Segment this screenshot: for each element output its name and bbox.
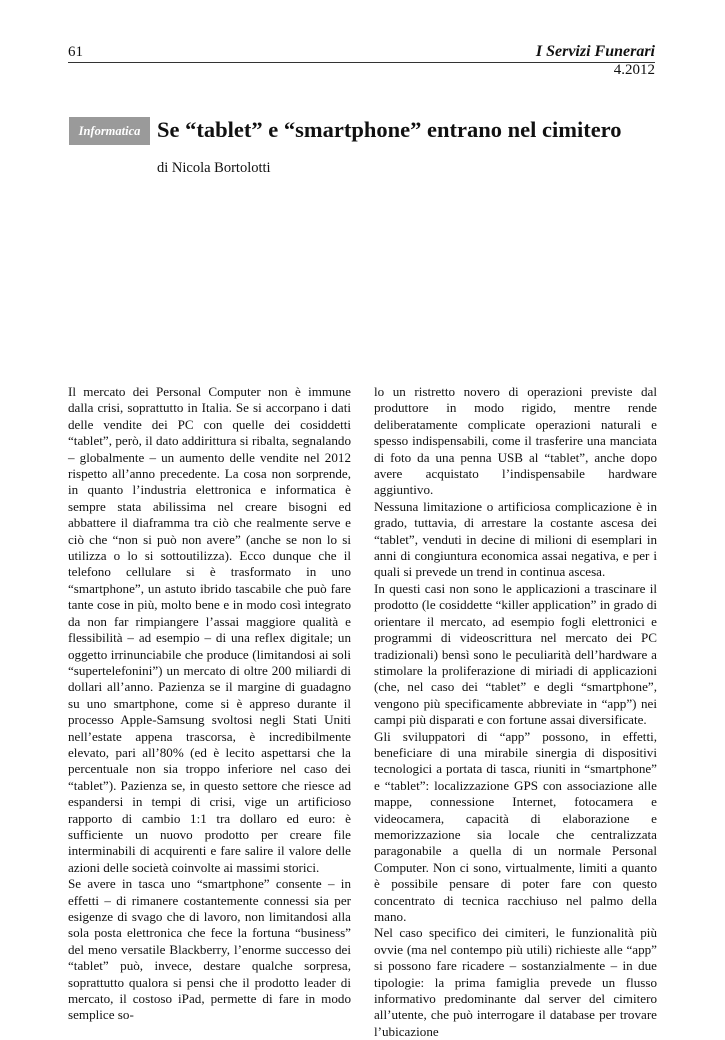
byline: di Nicola Bortolotti bbox=[157, 160, 271, 176]
article-title: Se “tablet” e “smartphone” entrano nel cimitero bbox=[157, 117, 622, 142]
paragraph: Se avere in tasca uno “smartphone” consente – in effetti – di rimanere costantemente connessi sia per esigenze di svago che di lavoro, non limitandosi alla sola posta elettronica che fece la fortuna “business” del meno versatile Blackberry, l’enorme successo dei “tablet” può, invece, destare qualche sorpresa, soprattutto qualora si pensi che il prodotto leader di mercato, il costoso iPad, permette di fare in modo semplice so- bbox=[68, 876, 351, 1023]
header-rule bbox=[68, 62, 655, 63]
paragraph: Nel caso specifico dei cimiteri, le funzionalità più ovvie (ma nel contempo più utili) richieste alle “app” si possono fare ricadere – sostanzialmente – in due tipologie: la prima famiglia prevede un flusso informativo predominante dal server del cimitero all’utente, che può interrogare il database per trovare l’ubicazione bbox=[374, 925, 657, 1039]
paragraph: Nessuna limitazione o artificiosa complicazione è in grado, tuttavia, di arrestare la costante ascesa dei “tablet”, venduti in decine di milioni di esemplari in anni di congiuntura economica assai negativa, e per i quali si prevede un trend in continua ascesa. bbox=[374, 498, 657, 580]
left-column bbox=[68, 384, 351, 1024]
paragraph: Il mercato dei Personal Computer non è immune dalla crisi, soprattutto in Italia. Se si accorpano i dati delle vendite dei PC con quelle dei cosiddetti “tablet”, però, il dato addirittura si ribalta, segnalando – globalmente – un aumento delle vendite nel 2012 rispetto all’anno precedente. La cosa non sorprende, in quanto l’industria elettronica e informatica è sempre stata abilissima nel creare bisogni ed abbattere il diaframma tra ciò che realmente serve e ciò che “non si può non avere” (anche se non lo si utilizza o lo si sottoutilizza). Ecco dunque che il telefono cellulare si è trasformato in uno “smartphone”, un astuto ibrido tascabile che può fare tante cose in più, molto bene e in modo così integrato da non far rimpiangere l’assai maggiore qualità e flessibilità – ad esempio – di una reflex digitale; un oggetto irrinunciabile che produce (limitandosi ai soli “supertelefonini”) un mercato di oltre 200 miliardi di dollari all’anno. Pazienza se il margine di guadagno su uno smartphone, come si è appreso durante il processo Apple-Samsung svoltosi negli Stati Uniti nell’estate appena trascorsa, è incredibilmente elevato, pari all’80% (ed è lecito aspettarsi che la percentuale non sia troppo inferiore nel caso dei “tablet”). Pazienza se, in questo settore che riesce ad espandersi in tempi di crisi, vige un artificioso rapporto di cambio 1:1 tra dollaro ed euro: è sufficiente un nuovo prodotto per creare file interminabili di acquirenti e fare salire il valore delle azioni delle società coinvolte ai massimi storici. bbox=[68, 384, 351, 875]
page-number: 61 bbox=[68, 44, 83, 60]
journal-issue: 4.2012 bbox=[613, 62, 655, 78]
journal-title: I Servizi Funerari bbox=[535, 43, 655, 60]
section-tag: Informatica bbox=[69, 117, 150, 145]
paragraph: In questi casi non sono le applicazioni a trascinare il prodotto (le cosiddette “killer application” in grado di orientare il mercato, ad esempio fogli elettronici e programmi di videoscrittura nel mercato dei PC tradizionali) bensì sono le peculiarità dell’hardware a stimolare la proliferazione di miriadi di applicazioni (che, nel caso dei “tablet” e degli “smartphone”, vengono più specificamente abbreviate in “app”) nei campi più disparati e con fortune assai diversificate. bbox=[374, 580, 657, 728]
paragraph: Gli sviluppatori di “app” possono, in effetti, beneficiare di una mirabile sinergia di dispositivi tecnologici a portata di tasca, riuniti in “smartphone” e “tablet”: localizzazione GPS con associazione alle mappe, connessione Internet, fotocamera e videocamera, capacità di elaborazione e memorizzazione sia locale che centralizzata paragonabile a quella di un normale Personal Computer. Non ci sono, virtualmente, limiti a quanto è possibile pensare di poter fare con questo concentrato di tecnica racchiuso nel palmo della mano. bbox=[374, 728, 657, 924]
paragraph: lo un ristretto novero di operazioni previste dal produttore in modo rigido, mentre rende deliberatamente complicate operazioni naturali e spesso indispensabili, come il trasferire una manciata di foto da una penna USB al “tablet”, anche dopo avere acquistato l’indispensabile hardware aggiuntivo. bbox=[374, 384, 657, 498]
right-column bbox=[374, 384, 657, 1040]
